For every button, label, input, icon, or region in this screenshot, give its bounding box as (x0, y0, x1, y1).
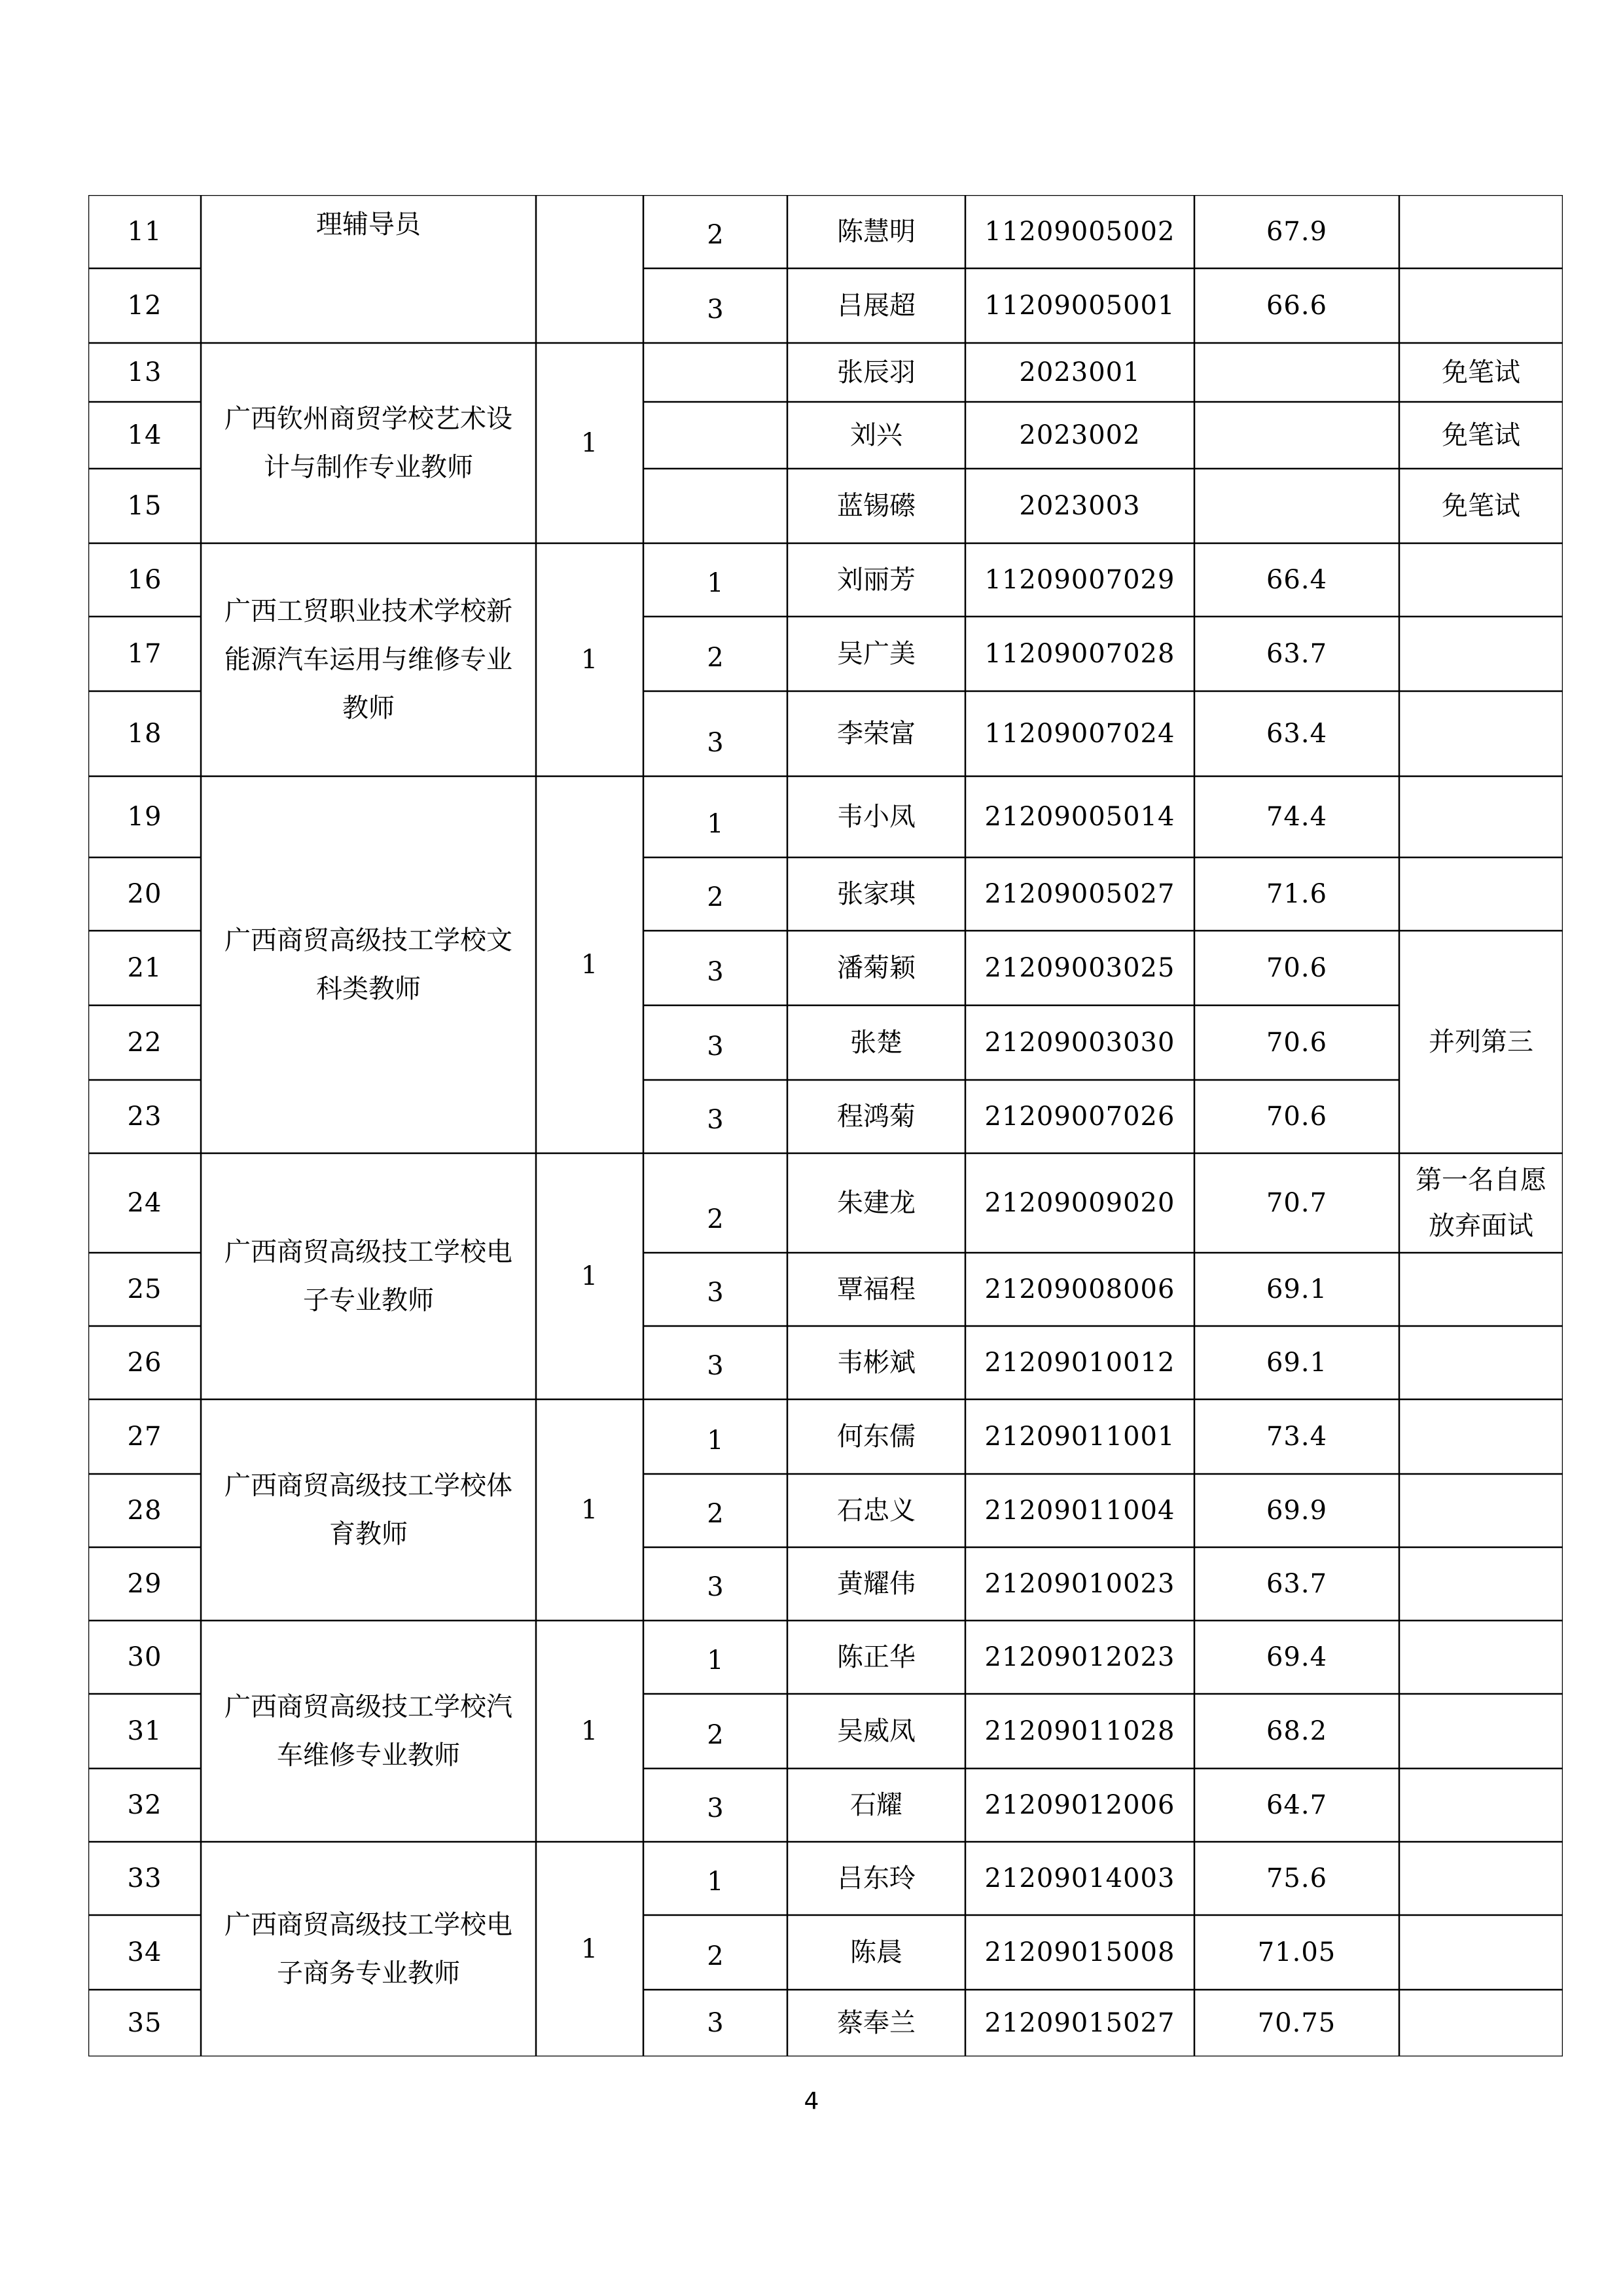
row-remark-cell (1399, 1253, 1563, 1326)
row-rank-cell: 2 (707, 220, 724, 250)
row-seq-cell: 33 (127, 1863, 162, 1893)
row-remark-cell (1399, 1399, 1563, 1474)
row-ticket-cell: 21209003025 (984, 953, 1175, 983)
row-rank-cell (643, 402, 787, 469)
row-seq-cell: 30 (127, 1642, 162, 1672)
row-rank-cell: 3 (707, 1351, 724, 1381)
row-name-cell: 韦彬斌 (837, 1348, 916, 1378)
position-cell: 广西钦州商贸学校艺术设计与制作专业教师 (224, 404, 512, 482)
row-score-cell (1194, 343, 1399, 402)
row-score-cell: 63.7 (1266, 1569, 1328, 1599)
row-name-cell: 韦小凤 (837, 802, 916, 832)
row-seq-cell: 13 (127, 357, 162, 387)
row-score-cell (1194, 402, 1399, 469)
row-ticket-cell: 21209005027 (984, 879, 1175, 909)
row-rank-cell: 3 (707, 1105, 724, 1135)
row-ticket-cell: 11209005001 (984, 291, 1175, 321)
row-ticket-cell: 21209015008 (984, 1937, 1175, 1967)
row-ticket-cell: 21209011004 (984, 1496, 1175, 1526)
row-seq-cell: 25 (127, 1274, 162, 1304)
row-seq-cell: 32 (127, 1790, 162, 1820)
row-remark-cell: 免笔试 (1442, 357, 1520, 387)
row-name-cell: 张家琪 (837, 879, 916, 909)
row-ticket-cell: 2023003 (1019, 491, 1141, 521)
row-seq-cell: 31 (127, 1716, 162, 1746)
row-seq-cell: 24 (127, 1188, 162, 1218)
row-name-cell: 石忠义 (837, 1496, 916, 1526)
row-ticket-cell: 2023002 (1019, 420, 1141, 450)
row-name-cell: 朱建龙 (837, 1188, 916, 1218)
row-ticket-cell: 21209011028 (984, 1716, 1175, 1746)
row-remark-cell (1399, 543, 1563, 617)
row-name-cell: 潘菊颖 (837, 953, 916, 983)
row-score-cell (1194, 469, 1399, 543)
page-number: 4 (804, 2088, 819, 2115)
row-score-cell: 69.1 (1266, 1274, 1328, 1304)
row-rank-cell: 3 (707, 1278, 724, 1308)
row-score-cell: 66.6 (1266, 291, 1328, 321)
row-ticket-cell: 11209007029 (984, 565, 1175, 595)
row-rank-cell: 3 (707, 295, 724, 325)
row-rank-cell: 2 (707, 882, 724, 912)
merged-remark-cell: 并列第三 (1429, 1027, 1533, 1057)
row-ticket-cell: 2023001 (1019, 357, 1141, 387)
quota-cell: 1 (580, 1495, 599, 1525)
row-ticket-cell: 21209012023 (984, 1642, 1175, 1672)
row-score-cell: 63.7 (1266, 639, 1328, 669)
row-seq-cell: 35 (127, 2008, 162, 2038)
row-name-cell: 李荣富 (837, 719, 916, 749)
row-name-cell: 吕展超 (837, 291, 916, 321)
row-remark-cell (1399, 1474, 1563, 1547)
row-rank-cell: 3 (707, 957, 724, 987)
row-remark-cell: 免笔试 (1442, 491, 1520, 521)
row-ticket-cell: 11209007024 (984, 719, 1175, 749)
row-seq-cell: 26 (127, 1348, 162, 1378)
row-score-cell: 66.4 (1266, 565, 1328, 595)
row-rank-cell: 2 (707, 1499, 724, 1529)
row-ticket-cell: 21209011001 (984, 1422, 1175, 1452)
row-remark-cell (1399, 1990, 1563, 2056)
row-score-cell: 68.2 (1266, 1716, 1328, 1746)
row-ticket-cell: 21209010012 (984, 1348, 1175, 1378)
row-seq-cell: 23 (127, 1102, 162, 1132)
row-remark-cell: 免笔试 (1442, 420, 1520, 450)
row-rank-cell: 1 (707, 1426, 724, 1456)
row-name-cell: 蓝锡礤 (837, 491, 916, 521)
row-seq-cell: 16 (127, 565, 162, 595)
row-seq-cell: 20 (127, 879, 162, 909)
position-cell: 广西商贸高级技工学校电子商务专业教师 (224, 1910, 512, 1988)
row-ticket-cell: 21209015027 (984, 2008, 1175, 2038)
row-remark-cell (1399, 1621, 1563, 1694)
row-remark-cell (1399, 268, 1563, 343)
row-seq-cell: 15 (127, 491, 162, 521)
row-rank-cell: 2 (707, 1941, 724, 1971)
row-rank-cell: 1 (707, 1867, 724, 1897)
quota-cell: 1 (580, 428, 599, 458)
row-ticket-cell: 21209010023 (984, 1569, 1175, 1599)
score-table (88, 195, 1563, 2056)
row-name-cell: 吴广美 (837, 639, 916, 669)
row-remark-cell (1399, 1915, 1563, 1990)
row-score-cell: 71.05 (1257, 1937, 1336, 1967)
row-seq-cell: 28 (127, 1496, 162, 1526)
row-seq-cell: 12 (127, 291, 162, 321)
row-seq-cell: 19 (127, 802, 162, 832)
row-score-cell: 70.6 (1266, 1102, 1328, 1132)
row-score-cell: 69.4 (1266, 1642, 1328, 1672)
row-remark-cell (1399, 691, 1563, 776)
row-name-cell: 张辰羽 (837, 357, 916, 387)
row-ticket-cell: 21209003030 (984, 1028, 1175, 1058)
row-remark-cell: 第一名自愿放弃面试 (1416, 1165, 1546, 1241)
row-name-cell: 陈正华 (837, 1642, 916, 1672)
row-seq-cell: 21 (127, 953, 162, 983)
row-name-cell: 陈慧明 (837, 217, 916, 247)
row-remark-cell (1399, 857, 1563, 931)
row-remark-cell (1399, 195, 1563, 268)
row-rank-cell: 1 (707, 568, 724, 598)
row-name-cell: 刘兴 (850, 420, 902, 450)
row-rank-cell: 3 (707, 1031, 724, 1062)
position-cell: 广西商贸高级技工学校汽车维修专业教师 (224, 1692, 512, 1770)
row-seq-cell: 22 (127, 1028, 162, 1058)
row-seq-cell: 34 (127, 1937, 162, 1967)
row-rank-cell: 2 (707, 1204, 724, 1234)
row-remark-cell (1399, 1768, 1563, 1842)
row-remark-cell (1399, 1326, 1563, 1399)
row-rank-cell (643, 343, 787, 402)
quota-cell: 1 (580, 1261, 599, 1291)
row-rank-cell: 3 (707, 728, 724, 758)
row-rank-cell (643, 469, 787, 543)
row-score-cell: 70.7 (1266, 1188, 1328, 1218)
row-remark-cell (1399, 1547, 1563, 1621)
row-score-cell: 71.6 (1266, 879, 1328, 909)
row-rank-cell: 1 (707, 809, 724, 839)
row-name-cell: 张楚 (850, 1028, 902, 1058)
row-name-cell: 黄耀伟 (837, 1569, 916, 1599)
row-seq-cell: 29 (127, 1569, 162, 1599)
row-name-cell: 石耀 (850, 1790, 902, 1820)
position-cell: 理辅导员 (316, 209, 421, 240)
row-ticket-cell: 21209007026 (984, 1102, 1175, 1132)
row-rank-cell: 1 (707, 1645, 724, 1676)
row-seq-cell: 11 (127, 217, 162, 247)
row-remark-cell (1399, 617, 1563, 691)
row-name-cell: 吕东玲 (837, 1863, 916, 1893)
row-ticket-cell: 11209007028 (984, 639, 1175, 669)
row-name-cell: 刘丽芳 (837, 565, 916, 595)
row-rank-cell: 3 (707, 2008, 724, 2038)
row-score-cell: 63.4 (1266, 719, 1328, 749)
row-name-cell: 蔡奉兰 (837, 2008, 916, 2038)
position-cell: 广西商贸高级技工学校体育教师 (224, 1471, 512, 1549)
row-score-cell: 75.6 (1266, 1863, 1328, 1893)
position-cell: 广西商贸高级技工学校电子专业教师 (224, 1237, 512, 1316)
quota-cell: 1 (580, 645, 599, 675)
quota-cell (536, 195, 643, 343)
quota-cell: 1 (580, 1716, 599, 1746)
row-score-cell: 69.1 (1266, 1348, 1328, 1378)
row-score-cell: 70.6 (1266, 953, 1328, 983)
row-ticket-cell: 21209008006 (984, 1274, 1175, 1304)
row-remark-cell (1399, 1842, 1563, 1915)
row-ticket-cell: 11209005002 (984, 217, 1175, 247)
row-remark-cell (1399, 1694, 1563, 1768)
row-name-cell: 吴威凤 (837, 1716, 916, 1746)
row-ticket-cell: 21209014003 (984, 1863, 1175, 1893)
row-score-cell: 70.6 (1266, 1028, 1328, 1058)
row-name-cell: 覃福程 (837, 1274, 916, 1304)
row-name-cell: 陈晨 (850, 1937, 902, 1967)
quota-cell: 1 (580, 950, 599, 980)
row-score-cell: 73.4 (1266, 1422, 1328, 1452)
row-ticket-cell: 21209005014 (984, 802, 1175, 832)
row-ticket-cell: 21209012006 (984, 1790, 1175, 1820)
row-score-cell: 69.9 (1266, 1496, 1328, 1526)
row-score-cell: 70.75 (1257, 2008, 1336, 2038)
row-score-cell: 74.4 (1266, 802, 1328, 832)
row-seq-cell: 17 (127, 639, 162, 669)
row-remark-cell (1399, 776, 1563, 857)
quota-cell: 1 (580, 1934, 599, 1964)
row-name-cell: 程鸿菊 (837, 1102, 916, 1132)
row-score-cell: 64.7 (1266, 1790, 1328, 1820)
row-seq-cell: 14 (127, 420, 162, 450)
row-score-cell: 67.9 (1266, 217, 1328, 247)
row-rank-cell: 2 (707, 643, 724, 673)
row-seq-cell: 18 (127, 719, 162, 749)
row-rank-cell: 2 (707, 1720, 724, 1750)
row-seq-cell: 27 (127, 1422, 162, 1452)
row-rank-cell: 3 (707, 1572, 724, 1602)
row-ticket-cell: 21209009020 (984, 1188, 1175, 1218)
position-cell: 广西工贸职业技术学校新能源汽车运用与维修专业教师 (224, 596, 512, 723)
row-name-cell: 何东儒 (837, 1422, 916, 1452)
row-rank-cell: 3 (707, 1793, 724, 1823)
position-cell: 广西商贸高级技工学校文科类教师 (224, 925, 512, 1004)
